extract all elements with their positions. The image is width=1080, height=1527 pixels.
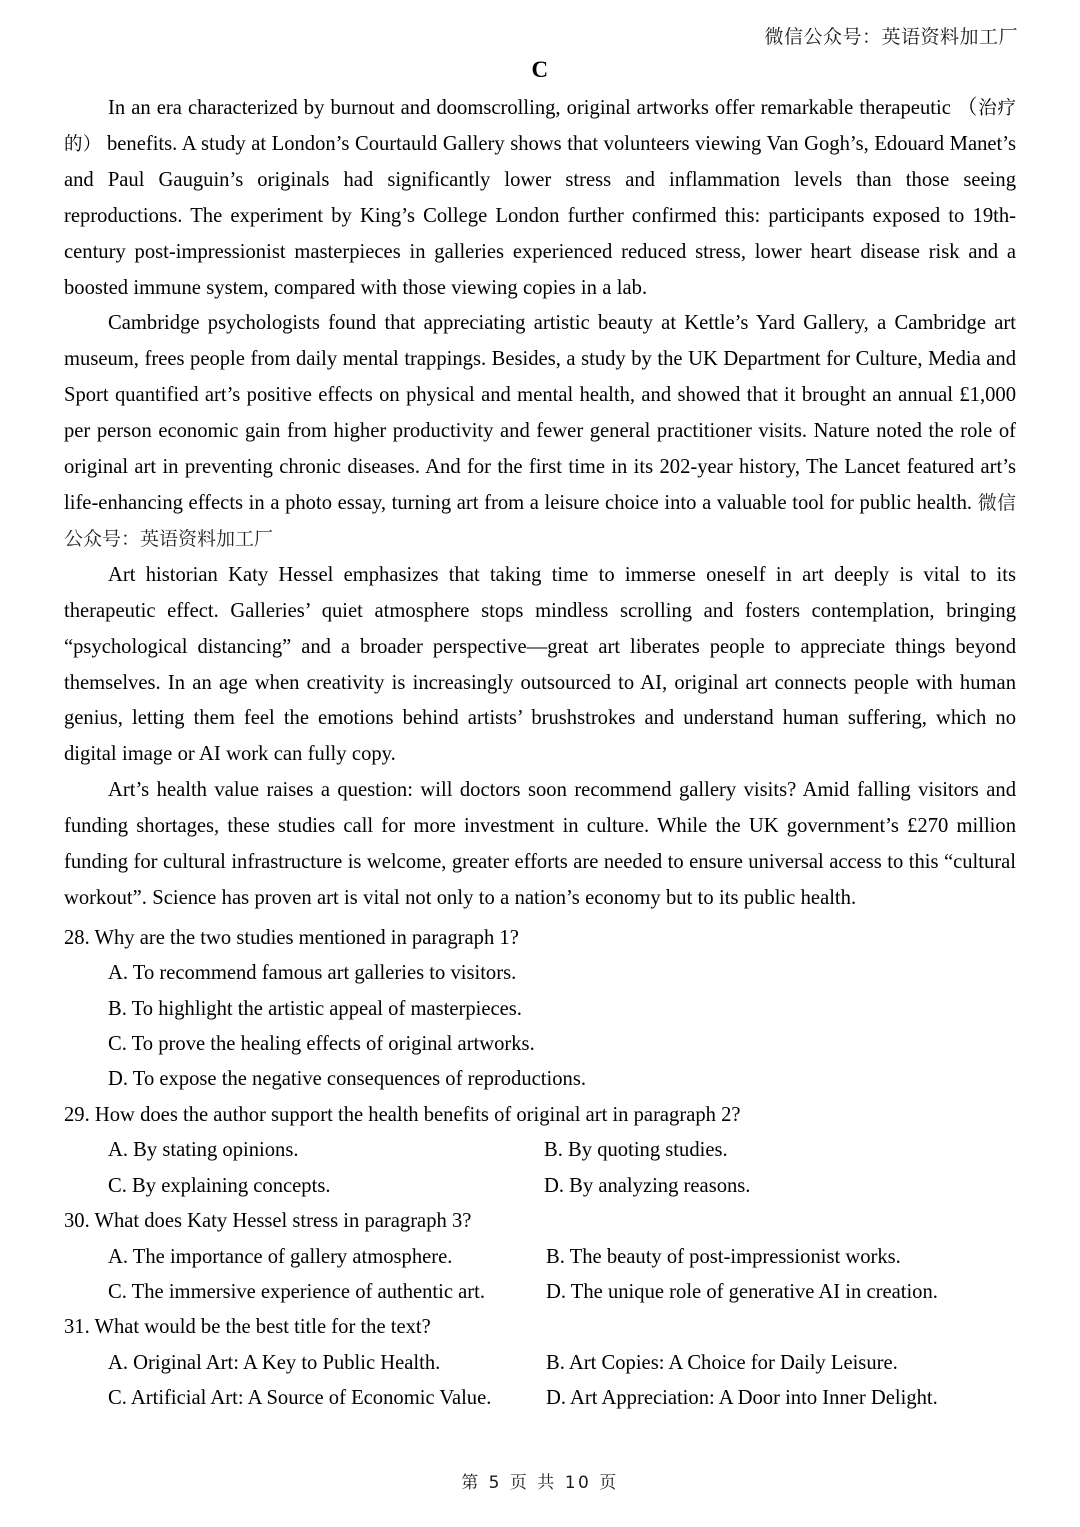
question-31-option-b[interactable]: B. Art Copies: A Choice for Daily Leisure. — [546, 1351, 898, 1374]
question-31-option-d[interactable]: D. Art Appreciation: A Door into Inner Delight. — [546, 1387, 938, 1410]
question-29-option-c[interactable]: C. By explaining concepts. — [108, 1174, 331, 1197]
question-30 — [64, 1204, 1016, 1310]
question-28 — [64, 921, 1016, 1098]
question-30-option-d[interactable]: D. The unique role of generative AI in creation. — [546, 1280, 938, 1303]
paragraph-2 — [64, 306, 1016, 557]
inline-watermark: 微信公众号：英语资料加工厂 — [64, 491, 1016, 550]
paragraph-3: Art historian Katy Hessel emphasizes that taking time to immerse oneself in art deeply is vital to its therapeutic effect. Galleries’ quiet atmosphere stops mindless scrolling and fosters contemplation, bringing “psychological distancing” and a broader perspective—great art liberates people to appreciate things beyond themselves. In an age when creativity is increasingly outsourced to AI, original art connects people with human genius, letting them feel the emotions behind artists’ brushstrokes and understand human suffering, which no digital image or AI work can fully copy. — [64, 563, 1016, 766]
question-30-option-b[interactable]: B. The beauty of post-impressionist works. — [546, 1245, 901, 1268]
question-31-stem: 31. What would be the best title for the text? — [64, 1316, 431, 1339]
question-list — [64, 921, 1016, 1417]
passage-content — [64, 58, 1016, 1417]
paragraph-1-lead: In an era characterized by burnout and doomscrolling, original artworks offer remarkable therapeutic （ — [108, 97, 979, 119]
paragraph-4: Art’s health value raises a question: will doctors soon recommend gallery visits? Amid falling visitors and funding shortages, these studies call for more investment in culture. While the UK government’s £270 million funding for cultural infrastructure is welcome, greater efforts are needed to ensure universal access to this “cultural workout”. Science has proven art is vital not only to a nation’s economy but to its public health. — [64, 779, 1016, 909]
page-footer: 第 5 页 共 10 页 — [461, 1473, 619, 1493]
question-29-stem: 29. How does the author support the health benefits of original art in paragraph 2? — [64, 1103, 741, 1126]
question-28-stem: 28. Why are the two studies mentioned in paragraph 1? — [64, 926, 519, 949]
question-31-option-c[interactable]: C. Artificial Art: A Source of Economic Value. — [108, 1387, 492, 1410]
question-28-option-d[interactable]: D. To expose the negative consequences of reproductions. — [108, 1068, 586, 1091]
question-28-options — [64, 956, 1016, 1098]
question-29-option-d[interactable]: D. By analyzing reasons. — [544, 1174, 751, 1197]
section-title: C — [531, 57, 549, 82]
paragraph-2-text: Cambridge psychologists found that appreciating artistic beauty at Kettle’s Yard Gallery, a Cambridge art museum, frees people from daily mental trappings. Besides, a study by the UK Department for Culture, Media and Sport quantified art’s positive effects on physical and mental health, and showed that it brought an annual £1,000 per person economic gain from higher productivity and fewer general practitioner visits. Nature noted the role of original art in preventing chronic diseases. And for the first time in its 202-year history, The Lancet featured art’s life-enhancing effects in a photo essay, turning art from a leisure choice into a valuable tool for public health. — [64, 312, 1016, 514]
question-29 — [64, 1098, 1016, 1204]
question-31-option-a[interactable]: A. Original Art: A Key to Public Health. — [108, 1351, 441, 1374]
paragraph-1-gloss: 治疗的） — [64, 98, 1016, 155]
question-28-option-a[interactable]: A. To recommend famous art galleries to visitors. — [108, 962, 517, 985]
question-30-option-a[interactable]: A. The importance of gallery atmosphere. — [108, 1245, 453, 1268]
question-31-options — [64, 1346, 1016, 1417]
paragraph-1 — [64, 91, 1016, 306]
question-30-stem: 30. What does Katy Hessel stress in paragraph 3? — [64, 1210, 472, 1233]
question-28-option-c[interactable]: C. To prove the healing effects of original artworks. — [108, 1033, 535, 1056]
question-30-options — [64, 1240, 1016, 1311]
header-watermark: 微信公众号：英语资料加工厂 — [764, 26, 1018, 48]
question-28-option-b[interactable]: B. To highlight the artistic appeal of masterpieces. — [108, 997, 522, 1020]
paragraph-1-rest: benefits. A study at London’s Courtauld Gallery shows that volunteers viewing Van Gogh’s, Edouard Manet’s and Paul Gauguin’s originals had significantly lower stress and inflammation levels than those seeing reproductions. The experiment by King’s College London further confirmed this: participants exposed to 19th-century post-impressionist masterpieces in galleries experienced reduced stress, lower heart disease risk and a boosted immune system, compared with those viewing copies in a lab. — [64, 132, 1016, 299]
question-31 — [64, 1310, 1016, 1416]
question-29-options — [64, 1133, 1016, 1204]
question-29-option-a[interactable]: A. By stating opinions. — [108, 1139, 299, 1162]
question-30-option-c[interactable]: C. The immersive experience of authentic art. — [108, 1280, 486, 1303]
question-29-option-b[interactable]: B. By quoting studies. — [544, 1139, 728, 1162]
